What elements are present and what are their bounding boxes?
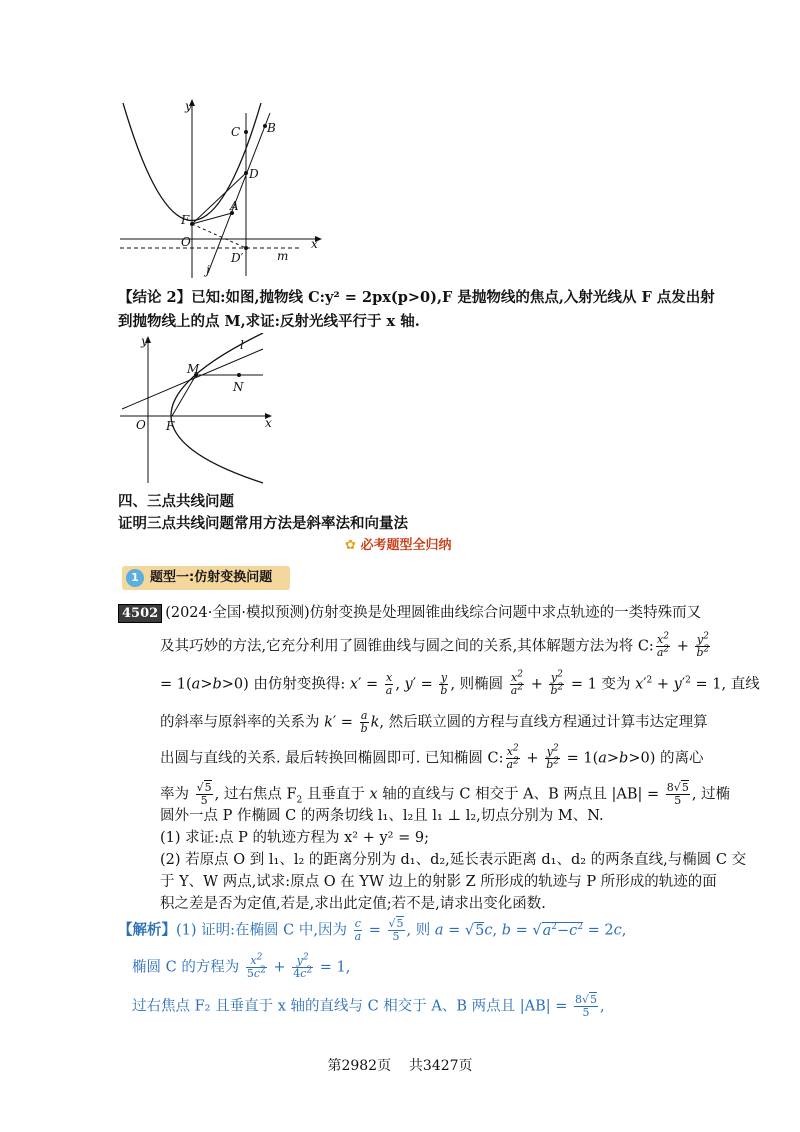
question2-line2: 于 Y、W 两点,试求:原点 O 在 YW 边上的射影 Z 所形成的轨迹与 P 所形成的轨迹的面 <box>160 874 717 890</box>
conclusion2-line1 <box>118 288 715 308</box>
tangent-line-l <box>122 349 263 409</box>
question2-line1: (2) 若原点 O 到 l₁、l₂ 的距离分别为 d₁、d₂,延长表示距离 d₁、d₂ 的两条直线,与椭圆 C 交 <box>160 852 747 868</box>
figure-parabola-reflection <box>115 98 325 283</box>
type1-header <box>122 566 290 590</box>
star-icon: 1 <box>126 569 144 587</box>
problem-line4: 的斜率与原斜率的关系为 k′ = $\frac{a}{b}$ k, 然后联立圆的方程与直线方程通过计算韦达定理算 <box>160 709 708 735</box>
problem-line5: 出圆与直线的关系. 最后转换回椭圆即可. 已知椭圆 C: $\frac{x^2}{a^2}$ + $\frac{y^2}{b^2}$ = 1(a>b>0) 的离心 <box>160 743 704 771</box>
problem-line1 <box>118 603 701 623</box>
problem-line6: 率为 $\frac{√5}{5}$ , 过右焦点 $F_2$ 且垂直于 x 轴的直线与 C 相交于 A、B 两点且 |AB| = $\frac{8√5}{5}$ , 过椭 <box>160 781 731 807</box>
label-a: A <box>230 199 239 213</box>
flower-icon: ✿ <box>345 538 356 553</box>
solution-line2: 椭圆 C 的方程为 $\frac{x^2}{5c^2}$ + $\frac{y^2}{4c^2}$ = 1, <box>132 952 351 980</box>
label-j: j <box>206 263 210 277</box>
label-d: D <box>249 167 259 181</box>
label-y: y <box>185 99 192 113</box>
section4-method: 证明三点共线问题常用方法是斜率法和向量法 <box>118 515 408 532</box>
conclusion2-text1: 已知:如图,抛物线 C:y² = 2px(p>0),F 是抛物线的焦点,入射光线从 F 点发出射 <box>191 289 715 306</box>
label-b: B <box>267 121 276 135</box>
parabola-curve <box>171 333 263 483</box>
problem-line7: 圆外一点 P 作椭圆 C 的两条切线 l₁、l₂且 l₁ ⊥ l₂,切点分别为 M、N. <box>160 808 604 824</box>
problem-intro: 仿射变换是处理圆锥曲线综合问题中求点轨迹的一类特殊而又 <box>309 605 702 621</box>
label-d-prime: D′ <box>231 251 244 265</box>
banner-text: 必考题型全归纳 <box>360 538 452 553</box>
label-x: x <box>311 237 318 251</box>
label-m: M <box>187 362 200 376</box>
problem-text2: 及其巧妙的方法,它充分利用了圆锥曲线与圆之间的关系,其体解题方法为将 C: <box>160 638 654 655</box>
label-x: x <box>265 416 272 430</box>
type1-label: 题型一:仿射变换问题 <box>150 570 273 585</box>
label-y: y <box>141 334 148 348</box>
solution-text2: 椭圆 C 的方程为 <box>132 959 240 976</box>
conclusion2-tag: 【结论 2】 <box>118 289 192 306</box>
page-total: 共3427页 <box>408 1058 473 1074</box>
label-c: C <box>231 125 241 139</box>
question2-line3: 积之差是否为定值,若是,求出此定值;若不是,请求出变化函数. <box>160 896 546 912</box>
label-o: O <box>136 418 146 432</box>
section4-title: 四、三点共线问题 <box>118 493 234 510</box>
figure-parabola-tangent <box>115 333 280 488</box>
solution-text3: 过右焦点 F₂ 且垂直于 x 轴的直线与 C 相交于 A、B 两点且 |AB| = <box>132 998 568 1015</box>
label-l: l <box>240 338 244 352</box>
page-number: 第2982页 <box>327 1058 392 1074</box>
problem-id-badge: 4502 <box>118 604 162 623</box>
solution-tag: 【解析】 <box>118 921 176 939</box>
label-f: F <box>166 419 175 433</box>
problem-source: (2024·全国·模拟预测) <box>165 605 310 621</box>
label-f: F <box>181 213 190 227</box>
must-test-banner <box>345 534 451 553</box>
label-n: N <box>233 380 244 394</box>
problem-text5: 出圆与直线的关系. 最后转换回椭圆即可. 已知椭圆 C: <box>160 750 504 767</box>
problem-line2: 及其巧妙的方法,它充分利用了圆锥曲线与圆之间的关系,其体解题方法为将 C: $\frac{x^2}{a^2}$ + $\frac{y^2}{b^2}$ <box>160 631 710 659</box>
solution-line3: 过右焦点 F₂ 且垂直于 x 轴的直线与 C 相交于 A、B 两点且 |AB| = $\frac{8√5}{5}$ , <box>132 993 605 1019</box>
page-footer <box>0 1055 800 1075</box>
label-m: m <box>277 249 289 263</box>
incident-ray <box>172 375 196 416</box>
problem-line3: = 1(a>b>0) 由仿射变换得: x′ = $\frac{x}{a}$ , y′ = $\frac{y}{b}$ , 则椭圆 $\frac{x^2}{a^2}$ + $\frac{y^2}{b^2}$ = 1 变为 $x'^2 + y'^2 = 1$, 直线 <box>160 669 760 697</box>
label-o: O <box>181 235 191 249</box>
solution-text1: (1) 证明:在椭圆 C 中,因为 <box>176 922 347 939</box>
solution-line1: 【解析】(1) 证明:在椭圆 C 中,因为 $\frac{c}{a}$ = $\frac{√5}{5}$ , 则 a = √5c, $b = √a^2-c^2 = 2c$, <box>118 917 627 943</box>
conclusion2-line2: 到抛物线上的点 M,求证:反射光线平行于 x 轴. <box>118 313 420 330</box>
question1: (1) 求证:点 P 的轨迹方程为 x² + y² = 9; <box>160 830 429 846</box>
